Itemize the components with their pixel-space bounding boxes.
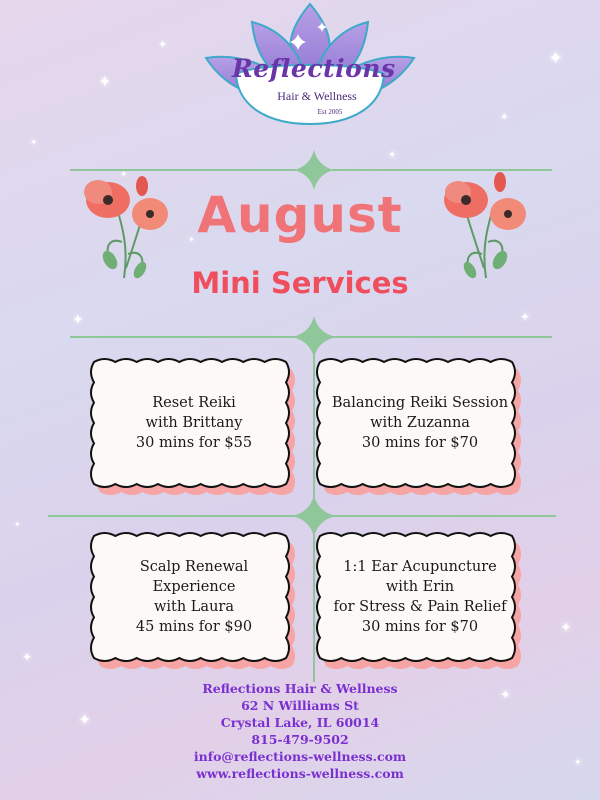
page-subtitle: Mini Services (191, 266, 409, 300)
sparkle-icon: ✦ (120, 170, 128, 180)
four-point-star-icon (294, 150, 334, 190)
service-line: with Zuzanna (370, 415, 470, 431)
sparkle-icon: ✦ (14, 520, 21, 529)
service-line: for Stress & Pain Relief (333, 599, 507, 615)
sparkle-icon: ✦ (500, 688, 511, 703)
service-line: Experience (152, 579, 236, 595)
sparkle-icon: ✦ (388, 150, 397, 161)
sparkle-icon: ✦ (98, 72, 112, 91)
four-point-star-icon (292, 316, 336, 358)
brand-subtitle: Hair & Wellness (277, 89, 357, 103)
brand-established: Est 2005 (317, 108, 343, 116)
sparkle-icon: ✦ (158, 38, 168, 51)
service-line: Balancing Reiki Session (331, 395, 509, 411)
service-line: Reset Reiki (152, 395, 236, 411)
service-line: Scalp Renewal (139, 559, 249, 575)
service-line: with Brittany (145, 415, 243, 431)
service-line: 30 mins for $70 (361, 435, 479, 451)
page-title: August (197, 186, 403, 244)
service-card (86, 528, 302, 676)
service-card (312, 528, 528, 676)
service-card (86, 354, 302, 502)
footer-phone: 815-479-9502 (251, 732, 349, 747)
sparkle-icon: ✦ (500, 112, 509, 123)
sparkle-icon: ✦ (30, 138, 38, 148)
service-line: 1:1 Ear Acupuncture (343, 559, 497, 575)
sparkle-icon: ✦ (548, 48, 564, 69)
footer-email: info@reflections-wellness.com (193, 749, 407, 764)
footer-business-name: Reflections Hair & Wellness (202, 681, 398, 696)
footer-website: www.reflections-wellness.com (196, 766, 404, 781)
sparkle-icon: ✦ (520, 310, 531, 324)
sparkle-icon: ✦ (560, 620, 572, 636)
service-line: with Laura (153, 599, 234, 615)
service-line: 30 mins for $70 (361, 619, 479, 635)
footer-street: 62 N Williams St (241, 698, 359, 713)
service-line: 30 mins for $55 (135, 435, 253, 451)
sparkle-icon: ✦ (78, 710, 92, 729)
sparkle-icon: ✦ (22, 650, 33, 664)
service-line: with Erin (385, 579, 455, 595)
sparkle-icon: ✦ (72, 312, 84, 328)
footer-city: Crystal Lake, IL 60014 (220, 715, 380, 730)
contact-footer (150, 680, 450, 782)
service-card (312, 354, 528, 502)
service-line: 45 mins for $90 (135, 619, 253, 635)
brand-name: Reflections (232, 54, 396, 83)
sparkle-icon: ✦ (574, 758, 582, 768)
sparkle-icon: ✦ (188, 235, 195, 244)
